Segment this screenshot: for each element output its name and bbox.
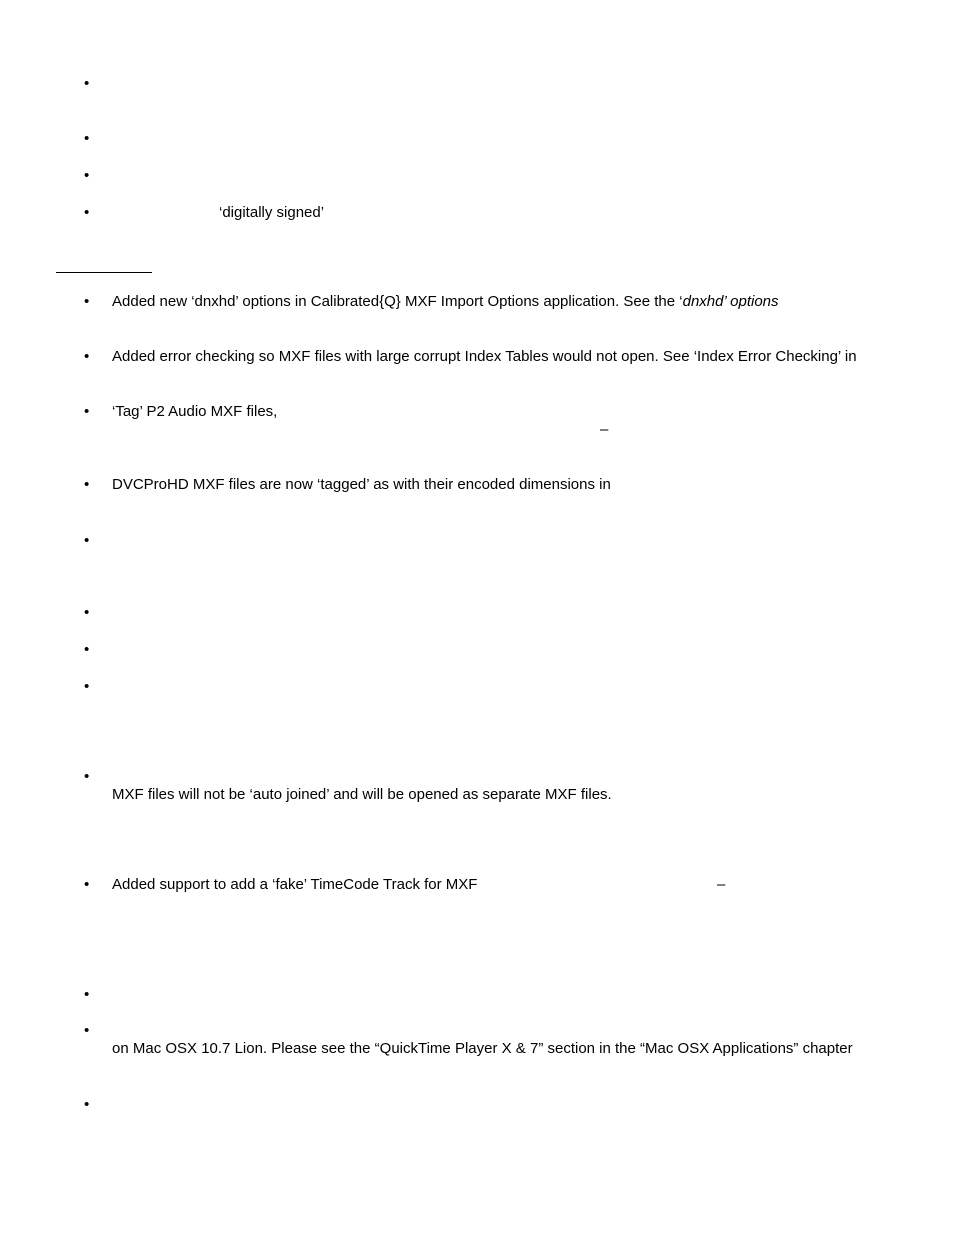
- list-item-auto-joined: MXF files will not be ‘auto joined’ and will be opened as separate MXF files.: [112, 786, 612, 803]
- bullet-upper-3: [84, 167, 94, 185]
- bullet-main-3: [84, 403, 94, 421]
- bullet-upper-2: [84, 130, 94, 148]
- bullet-main-10: [84, 876, 94, 894]
- list-item-tag-p2-audio-dash: –: [600, 421, 609, 438]
- list-item-dnxhd-options: [112, 293, 779, 311]
- bullet-main-6: [84, 604, 94, 622]
- bullet-main-9: [84, 768, 94, 786]
- bullet-upper-1: [84, 75, 94, 93]
- bullet-main-2: [84, 348, 94, 366]
- list-item-fake-timecode-dash: –: [717, 876, 726, 893]
- bullet-main-12: [84, 1022, 94, 1040]
- bullet-upper-4: [84, 204, 94, 222]
- list-item-dnxhd-text: Added new ‘dnxhd’ options in Calibrated{Q} MXF Import Options application. See the ‘: [112, 293, 683, 310]
- bullet-main-13: [84, 1096, 94, 1114]
- bullet-main-8: [84, 678, 94, 696]
- list-item-tag-p2-audio: ‘Tag’ P2 Audio MXF files,: [112, 403, 278, 420]
- bullet-main-11: [84, 986, 94, 1004]
- list-item-dvcprohd-tagged: DVCProHD MXF files are now ‘tagged’ as with their encoded dimensions in: [112, 476, 611, 493]
- list-item-index-error-checking: Added error checking so MXF files with large corrupt Index Tables would not open. See ‘Index Error Checking’ in: [112, 348, 857, 365]
- digitally-signed-fragment: ‘digitally signed’: [219, 204, 325, 221]
- bullet-main-7: [84, 641, 94, 659]
- bullet-main-1: [84, 293, 94, 311]
- list-item-mac-osx-lion: on Mac OSX 10.7 Lion. Please see the “QuickTime Player X & 7” section in the “Mac OSX Applications” chapter: [112, 1040, 853, 1057]
- list-item-fake-timecode: Added support to add a ‘fake’ TimeCode Track for MXF: [112, 876, 478, 893]
- bullet-main-4: [84, 476, 94, 494]
- section-heading-underline: [56, 272, 152, 273]
- list-item-dnxhd-italic: dnxhd’ options: [682, 293, 779, 310]
- bullet-main-5: [84, 532, 94, 550]
